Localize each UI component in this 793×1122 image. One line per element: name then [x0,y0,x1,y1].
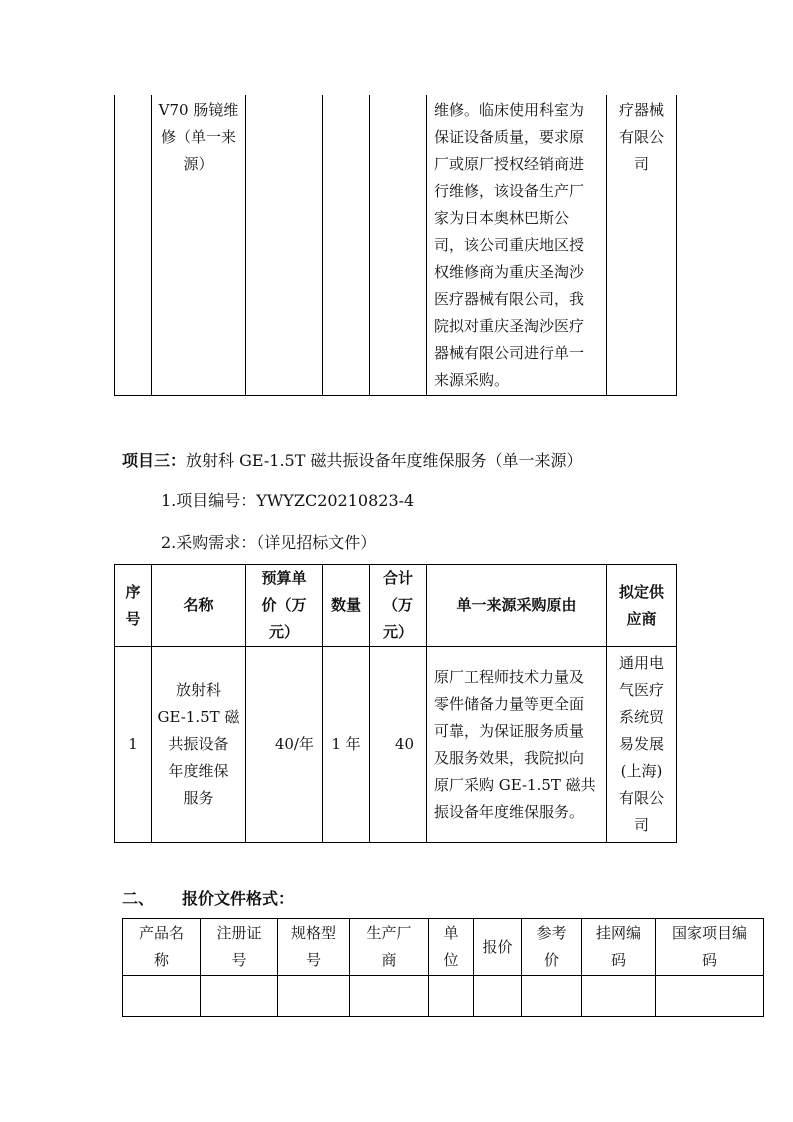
row-name [152,647,246,843]
quote-header-line: 位 [443,951,459,969]
header-total [370,565,427,647]
header-budget [246,565,323,647]
cont-reason-cell [427,95,607,395]
quote-cell [201,976,278,1017]
row-reason-line: 原厂采购 GE-1.5T 磁共 [434,775,596,794]
cont-total-cell [370,95,427,395]
cont-reason-line: 司，该公司重庆地区授 [434,236,585,254]
section2-heading [122,887,294,911]
header-total-line: （万 [382,596,413,614]
header-supplier-line: 拟定供 [618,582,664,601]
table-row [115,647,677,843]
cont-reason-line: 保证设备质量，要求原 [434,128,585,146]
project3-requirement: 2.采购需求：（详见招标文件） [161,533,377,552]
row-supplier-line: 系统贸 [618,708,664,726]
header-total-line: 元） [382,623,413,641]
project3-label: 项目三： [122,451,187,470]
quote-header-line: 价 [543,951,559,969]
row-supplier [607,647,677,843]
quote-header-line: 挂网编 [595,924,641,942]
quote-header-reference-price [522,919,582,976]
continuation-table [114,95,677,396]
row-reason [427,647,607,843]
quote-cell [474,976,522,1017]
row-name-line: 放射科 [175,681,221,699]
row-supplier-line: (上海) [620,762,663,780]
quote-header-line: 码 [610,951,626,969]
quote-header-line: 号 [305,951,321,969]
quote-header-spec [278,919,350,976]
cont-name-line: 源） [183,155,214,173]
row-name-line: 共振设备 [168,735,229,753]
header-seq [115,565,152,647]
header-seq-line: 号 [125,609,141,628]
project3-title: 放射科 GE-1.5T 磁共振设备年度维保服务（单一来源） [186,451,583,470]
cont-reason-line: 医疗器械有限公司，我 [434,290,585,308]
row-supplier-line: 通用电 [618,654,664,672]
quote-cell [656,976,764,1017]
cont-reason-line: 权维修商为重庆圣淘沙 [434,263,585,281]
project3-table [114,564,677,843]
row-name-line: 年度维保 [168,762,229,780]
quote-header-product [123,919,201,976]
quote-cell [278,976,350,1017]
cont-supplier-line: 司 [633,155,649,173]
quote-header-unit [429,919,474,976]
header-qty: 数量 [323,565,370,647]
cont-reason-line: 行维修，该设备生产厂 [434,182,585,200]
quote-header-registration [201,919,278,976]
quote-header-line: 生产厂 [366,924,412,942]
quote-header-row [123,919,764,976]
quote-header-line: 单 [443,924,459,942]
quote-header-manufacturer [350,919,429,976]
cont-supplier-cell [607,95,677,395]
quote-header-line: 规格型 [290,924,336,942]
cont-name-line: V70 肠镜维 [158,101,239,119]
cont-seq-cell [115,95,152,395]
cont-supplier-line: 疗器械 [618,101,664,119]
quote-header-line: 报价 [482,937,513,956]
row-supplier-line: 司 [633,816,649,834]
cont-budget-cell [246,95,323,395]
quote-header-line: 称 [153,951,169,969]
row-qty: 1 年 [323,647,370,843]
quote-format-table [122,918,764,1017]
quote-cell [429,976,474,1017]
quote-cell [123,976,201,1017]
quote-header-price [474,919,522,976]
cont-supplier-line: 有限公 [618,128,664,146]
quote-header-line: 商 [381,951,397,969]
header-total-line: 合计 [382,569,413,587]
cont-reason-line: 来源采购。 [434,371,510,389]
quote-header-national-code [656,919,764,976]
row-reason-line: 原厂工程师技术力量及 [434,667,585,686]
project3-heading [122,449,582,473]
row-reason-line: 零件储备力量等更全面 [434,694,585,713]
quote-header-line: 产品名 [138,924,184,942]
header-reason: 单一来源采购原由 [427,565,607,647]
row-supplier-line: 易发展 [618,735,664,753]
row-name-line: GE-1.5T 磁 [157,708,240,726]
cont-reason-line: 院拟对重庆圣淘沙医疗 [434,317,585,335]
section2-number: 二、 [122,889,155,908]
quote-cell [522,976,582,1017]
section2-title: 报价文件格式： [182,889,295,908]
row-supplier-line: 气医疗 [618,681,664,699]
header-budget-line: 元） [268,623,299,641]
cont-reason-line: 维修。临床使用科室为 [434,101,585,119]
table-header-row [115,565,677,647]
quote-header-listing-code [582,919,656,976]
row-supplier-line: 有限公 [618,789,664,807]
header-budget-line: 预算单 [261,569,307,587]
cont-reason-line: 家为日本奥林巴斯公 [434,209,570,227]
row-budget: 40/年 [246,647,323,843]
quote-cell [582,976,656,1017]
quote-header-line: 参考 [536,924,567,942]
quote-header-line: 国家项目编 [671,924,747,942]
cont-reason-line: 器械有限公司进行单一 [434,344,585,362]
quote-empty-row [123,976,764,1017]
cont-qty-cell [323,95,370,395]
quote-header-line: 注册证 [216,924,262,942]
header-name: 名称 [152,565,246,647]
header-budget-line: 价（万 [261,596,307,614]
cont-reason-line: 厂或原厂授权经销商进 [434,155,585,173]
project3-item-number: 1.项目编号：YWYZC20210823-4 [161,491,415,510]
header-seq-line: 序 [125,582,141,601]
quote-cell [350,976,429,1017]
row-reason-line: 及服务效果，我院拟向 [434,748,585,767]
row-total: 40 [370,647,427,843]
row-name-line: 服务 [183,789,214,807]
cont-name-line: 修（单一来 [160,128,236,146]
header-supplier-line: 应商 [626,609,657,628]
quote-header-line: 码 [701,951,717,969]
row-reason-line: 可靠，为保证服务质量 [434,721,585,740]
row-reason-line: 振设备年度维保服务。 [434,802,585,821]
header-supplier [607,565,677,647]
row-seq: 1 [115,647,152,843]
cont-name-cell [152,95,246,395]
quote-header-line: 号 [231,951,247,969]
